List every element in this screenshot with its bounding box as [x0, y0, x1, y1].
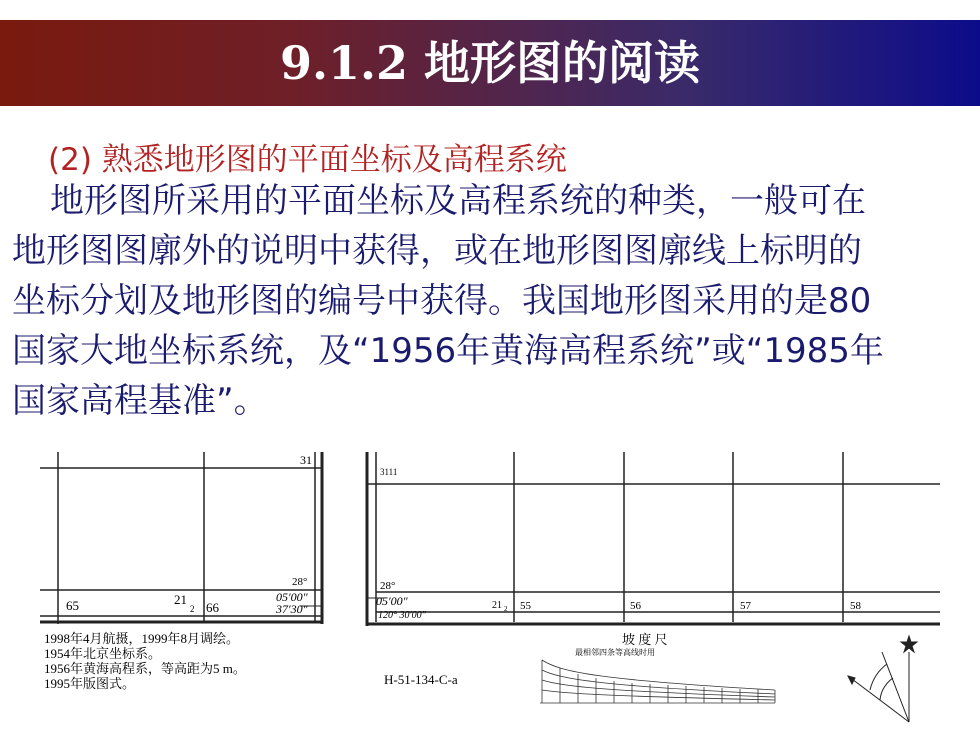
- right-lat-min: 05′00″: [376, 594, 408, 608]
- slope-scale-subtitle: 最相邻四条等高线时用: [575, 648, 655, 657]
- left-grid-label-31: 31: [300, 453, 312, 467]
- note-3: 1956年黄海高程系，等高距为5 m。: [44, 661, 246, 676]
- note-2: 1954年北京坐标系。: [44, 646, 162, 661]
- paragraph-line-5: 国家高程基准”。: [12, 381, 268, 421]
- slope-scale-title: 坡 度 尺: [622, 632, 668, 647]
- right-x-58: 58: [850, 600, 861, 612]
- paragraph-line-2: 地形图图廓外的说明中获得，或在地形图图廓线上标明的: [12, 231, 862, 271]
- slide-title: 9.1.2 地形图的阅读: [279, 36, 701, 90]
- right-grid-label-3111: 3111: [380, 467, 398, 477]
- right-x-2: 2: [504, 605, 508, 613]
- right-x-55: 55: [520, 600, 531, 612]
- left-lat-sec: 37′30″: [276, 602, 308, 616]
- slope-scale-graphic: [540, 660, 775, 703]
- compass-diagram: [848, 636, 917, 722]
- right-lon: 120° 30′00″: [378, 610, 426, 621]
- left-x-65: 65: [66, 598, 79, 613]
- right-x-57: 57: [740, 600, 751, 612]
- right-lat-28: 28°: [380, 580, 396, 592]
- left-lat-min: 05′00″: [276, 590, 308, 604]
- left-x-66: 66: [206, 600, 219, 615]
- right-x-56: 56: [630, 600, 641, 612]
- paragraph-line-3: 坐标分划及地形图的编号中获得。我国地形图采用的是80: [12, 281, 872, 321]
- paragraph-line-1: 地形图所采用的平面坐标及高程系统的种类，一般可在: [50, 181, 866, 221]
- left-x-2: 2: [190, 604, 195, 614]
- note-1: 1998年4月航摄，1999年8月调绘。: [44, 631, 240, 646]
- left-x-21: 21: [174, 592, 187, 607]
- note-4: 1995年版图式。: [44, 676, 136, 691]
- subheading: (2) 熟悉地形图的平面坐标及高程系统: [48, 142, 567, 178]
- right-x-21: 21: [492, 600, 502, 611]
- paragraph-line-4: 国家大地坐标系统，及“1956年黄海高程系统”或“1985年: [12, 331, 884, 371]
- left-lat-28: 28°: [292, 576, 308, 588]
- sheet-number: H-51-134-C-a: [384, 672, 458, 687]
